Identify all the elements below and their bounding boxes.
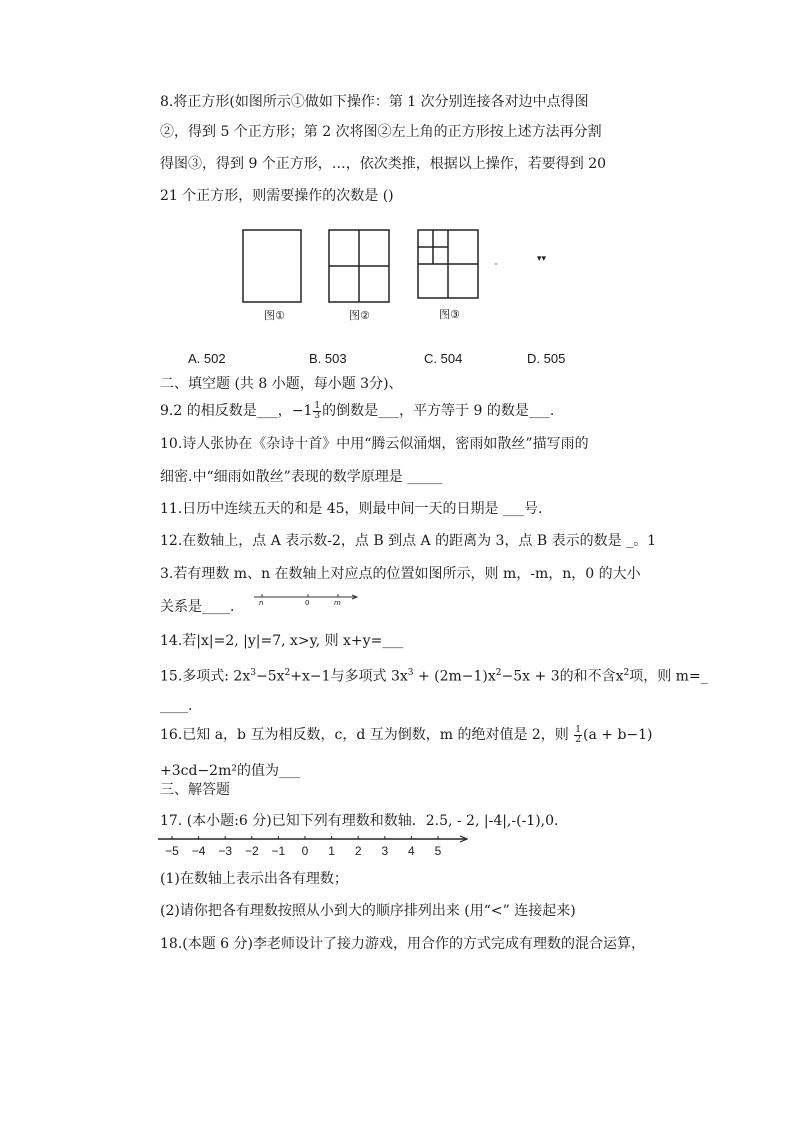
- q8-fig-dots: ▾▾: [537, 254, 547, 264]
- q17-tick-label: −5: [165, 844, 179, 858]
- q8-figures: [240, 226, 560, 306]
- q17-tick-label: 5: [434, 844, 442, 858]
- fig-label-1: 图①: [264, 309, 285, 322]
- q8-line3: 得图③，得到 9 个正方形，…，依次类推，根据以上操作，若要得到 20: [160, 156, 607, 172]
- q15-exp-d: 2: [495, 668, 502, 678]
- q17-tick-label: 1: [328, 844, 335, 858]
- q15-b: −5x: [255, 668, 285, 685]
- q9-part-b: 的倒数是___，平方等于 9 的数是___.: [322, 403, 555, 419]
- q15-d: + (2m−1)x: [413, 668, 496, 685]
- q9-fraction: [313, 402, 321, 421]
- q8-line1: 8.将正方形(如图所示①做如下操作：第 1 次分别连接各对边中点得图: [160, 94, 589, 110]
- q15-f: 项，则 m=_: [629, 668, 708, 685]
- figure-3-square: [418, 230, 478, 298]
- figure-dot: [495, 263, 497, 265]
- fig-label-3: 图③: [439, 308, 460, 321]
- q17-tick-label: −2: [244, 844, 259, 858]
- q17-tick-label: −3: [218, 844, 233, 858]
- q15-line2: ____.: [160, 698, 193, 714]
- option-c: C. 504: [424, 351, 463, 366]
- figure-1-square: [243, 230, 301, 302]
- q15-exp-e: 2: [623, 668, 630, 678]
- q15-line1: [160, 664, 708, 686]
- q16-line1: [160, 724, 653, 746]
- q17-tick-label: 2: [354, 844, 362, 858]
- q17-tick-label: 0: [301, 844, 309, 858]
- q10-line2: 细密.中“细雨如散丝”表现的数学原理是 _____: [160, 469, 443, 485]
- q10-line1: 10.诗人张协在《杂诗十首》中用“腾云似涌烟，密雨如散丝”描写雨的: [160, 436, 589, 452]
- q17-tick-label: −4: [191, 844, 206, 858]
- q15-exp-b: 2: [284, 668, 291, 678]
- q8-line4: 21 个正方形，则需要操作的次数是 (): [160, 188, 394, 204]
- q17-tick-label: 3: [381, 844, 389, 858]
- q9: [160, 400, 554, 422]
- q9-neg: −1: [291, 403, 313, 419]
- q11: 11.日历中连续五天的和是 45，则最中间一天的日期是 ___号.: [160, 501, 543, 517]
- q17-sub1: (1)在数轴上表示出各有理数；: [160, 871, 348, 887]
- option-a: A. 502: [188, 351, 226, 366]
- q18: 18.(本题 6 分)李老师设计了接力游戏，用合作的方式完成有理数的混合运算，: [160, 936, 645, 952]
- q14: 14.若|x|=2, |y|=7, x>y, 则 x+y=___: [160, 633, 404, 649]
- q17-sub2: (2)请你把各有理数按照从小到大的顺序排列出来 (用“<” 连接起来): [160, 903, 576, 919]
- q16-frac-den: 2: [575, 734, 581, 745]
- option-d: D. 505: [527, 351, 566, 366]
- q16-a: 16.已知 a，b 互为相反数，c，d 互为倒数，m 的绝对值是 2，则: [160, 727, 574, 743]
- q16-b: (a + b−1): [583, 727, 653, 743]
- q17-tick-label: −1: [271, 844, 286, 858]
- q17-tick-label: 4: [408, 844, 415, 858]
- q16-line2: +3cd−2m²的值为___: [160, 763, 300, 779]
- q16-fraction: [574, 726, 582, 745]
- q13-line1: 3.若有理数 m、n 在数轴上对应点的位置如图所示，则 m，-m，n，0 的大小: [160, 566, 641, 582]
- q9-frac-num: 1: [314, 400, 321, 411]
- option-b: B. 503: [309, 351, 347, 366]
- q12: 12.在数轴上，点 A 表示数-2，点 B 到点 A 的距离为 3，点 B 表示的数是 _。1: [160, 533, 657, 549]
- q13-line2: 关系是____.: [160, 599, 235, 615]
- q13-axis-0: 0: [305, 599, 310, 607]
- q13-axis-m: m: [334, 599, 341, 607]
- q9-part-a: 9.2 的相反数是___，: [160, 403, 292, 419]
- q15-exp-c: 3: [407, 668, 414, 678]
- q8-line2: ②，得到 5 个正方形；第 2 次将图②左上角的正方形按上述方法再分割: [160, 124, 602, 140]
- figure-2-square: [329, 230, 389, 302]
- q15-a: 15.多项式: 2x: [160, 668, 251, 685]
- q16-frac-num: 1: [575, 724, 581, 735]
- q13-axis-n: n: [259, 599, 264, 607]
- q15-exp-a: 3: [250, 668, 256, 678]
- section-2-heading: 二、填空题 (共 8 小题，每小题 3分)、: [160, 376, 403, 392]
- q9-frac-den: 3: [314, 410, 321, 421]
- q15-e: −5x + 3的和不含x: [501, 668, 624, 685]
- section-3-heading: 三、解答题: [160, 782, 230, 798]
- q17-number-line: [158, 834, 468, 862]
- q15-c: +x−1与多项式 3x: [290, 668, 408, 685]
- fig-label-2: 图②: [349, 309, 370, 322]
- q17-line1: 17. (本小题:6 分)已知下列有理数和数轴．2.5, - 2, |-4|,-(-1),0.: [160, 813, 559, 829]
